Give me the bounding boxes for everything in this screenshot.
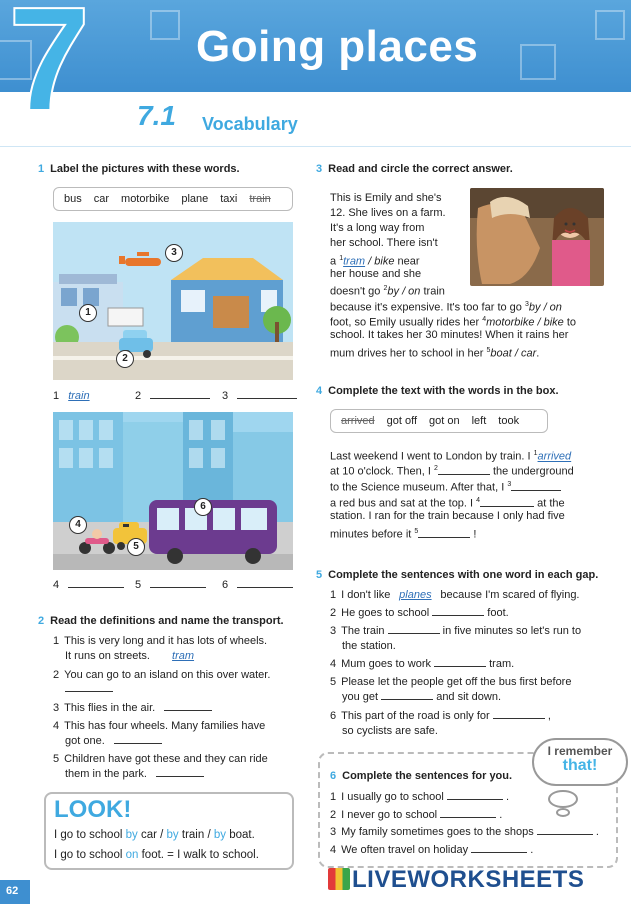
answer-option[interactable]: by / on <box>387 285 421 298</box>
ex3-text-line: her house and she <box>330 268 422 280</box>
item-number: 4 <box>53 720 60 732</box>
ex4-text: a red bus and sat at the top. I <box>330 497 477 510</box>
ex3-text: . <box>536 347 540 360</box>
gap-number: 2 <box>383 285 388 292</box>
section-number: 7.1 <box>137 100 176 131</box>
look-box <box>44 792 294 870</box>
answer-circled[interactable]: tram <box>343 255 366 268</box>
item-text: . <box>527 844 534 856</box>
look-keyword: by <box>213 829 226 841</box>
ex4-title <box>316 384 559 398</box>
item-text: . <box>592 826 599 838</box>
ex4-title-text: Complete the text with the words in the box. <box>328 385 559 397</box>
ex3-text-line: 12. She lives on a farm. <box>330 207 446 219</box>
item-text-line2: so cyclists are safe. <box>342 725 438 737</box>
item-text: You can go to an island on this over water. <box>64 669 271 681</box>
ex6-item-1 <box>330 790 509 804</box>
item-text: It runs on streets. <box>65 650 150 662</box>
item-number: 4 <box>330 658 337 670</box>
gap-number: 5 <box>486 347 491 354</box>
answer-number: 6 <box>222 579 229 591</box>
decor-square <box>150 10 180 40</box>
ex2-item-4 <box>53 719 265 733</box>
ex6-item-3 <box>330 825 599 839</box>
ex1-answer-1 <box>53 389 90 403</box>
ex3-text: foot, so Emily usually rides her <box>330 316 483 329</box>
liveworksheets-logo-icon <box>328 868 350 890</box>
ex3-text: mum drives her to school in her <box>330 347 487 360</box>
ex3-text-line: school. It takes her 30 minutes! When it rains her <box>330 329 569 341</box>
item-text: and sit down. <box>433 691 502 703</box>
ex5-item-1 <box>330 588 580 602</box>
item-number: 2 <box>330 809 337 821</box>
answer-blank[interactable] <box>418 528 470 538</box>
item-number: 6 <box>330 710 337 722</box>
answer-blank[interactable] <box>150 389 210 399</box>
item-number: 3 <box>53 702 60 714</box>
word-motorbike: motorbike <box>121 193 170 205</box>
word-took: took <box>498 415 520 427</box>
ex5-number: 5 <box>316 569 323 581</box>
gap-number: 1 <box>533 450 538 457</box>
ex5-item-6 <box>330 709 551 723</box>
liveworksheets-brand[interactable] <box>328 866 584 894</box>
ex1-number: 1 <box>38 163 45 175</box>
ex2-item-5-line2 <box>65 767 204 781</box>
ex3-text-line: It's a long way from <box>330 222 425 234</box>
look-keyword: by <box>166 829 179 841</box>
ex3-text-line-7 <box>330 282 445 299</box>
answer-blank[interactable] <box>493 709 545 719</box>
answer-blank[interactable] <box>164 701 212 711</box>
item-text: , <box>544 710 551 722</box>
item-text: I usually go to school <box>341 791 447 803</box>
item-text: in five minutes so let's run to <box>439 625 582 637</box>
ex2-item-1 <box>53 634 267 648</box>
answer-blank[interactable] <box>68 578 124 588</box>
ex1-title <box>38 162 240 176</box>
gap-number: 4 <box>482 316 487 323</box>
city-scene-illustration <box>53 412 293 570</box>
ex6-title-text: Complete the sentences for you. <box>342 770 513 782</box>
photo-emily-horse <box>470 188 604 286</box>
answer-blank[interactable] <box>150 578 206 588</box>
answer-blank[interactable] <box>438 465 490 475</box>
callout-1: 1 <box>79 304 97 322</box>
ex4-text: minutes before it <box>330 528 415 541</box>
answer-filled[interactable]: arrived <box>537 450 572 463</box>
ex3-text-line: This is Emily and she's <box>330 192 442 204</box>
gap-number: 4 <box>476 497 481 504</box>
ex2-item-1-line2 <box>65 649 203 663</box>
answer-blank[interactable] <box>471 843 527 853</box>
item-text: This has four wheels. Many families have <box>64 720 266 732</box>
word-bus: bus <box>64 193 82 205</box>
ex1-answer-4 <box>53 578 124 592</box>
look-line-2 <box>54 848 259 862</box>
word-taxi: taxi <box>220 193 238 205</box>
ex2-item-2-blank <box>65 682 113 696</box>
ex4-text: at the <box>534 497 565 510</box>
ex4-line-6 <box>330 525 476 542</box>
answer-blank[interactable] <box>480 497 534 507</box>
ex2-title-text: Read the definitions and name the transport. <box>50 615 284 627</box>
item-text: . <box>496 809 503 821</box>
answer-number: 5 <box>135 579 142 591</box>
ex5-title-text: Complete the sentences with one word in each gap. <box>328 569 599 581</box>
page-title: Going places <box>196 22 479 71</box>
word-got-on: got on <box>429 415 460 427</box>
remember-text: I remember <box>547 744 613 758</box>
ex4-text: ! <box>470 528 477 541</box>
callout-3: 3 <box>165 244 183 262</box>
item-number: 4 <box>330 844 337 856</box>
look-keyword: by <box>125 829 138 841</box>
look-text: car / <box>137 829 167 841</box>
look-text: train / <box>178 829 214 841</box>
answer-filled[interactable]: tram <box>172 650 195 662</box>
ex2-item-3 <box>53 701 212 715</box>
answer-blank[interactable] <box>388 624 440 634</box>
answer-blank[interactable] <box>537 825 593 835</box>
item-number: 1 <box>53 635 60 647</box>
item-text: Please let the people get off the bus first before <box>341 676 572 688</box>
item-text: tram. <box>486 658 515 670</box>
ex3-text: a <box>330 255 340 268</box>
answer-option[interactable]: bike <box>374 255 395 268</box>
item-text: My family sometimes goes to the shops <box>341 826 537 838</box>
ex6-item-2 <box>330 808 502 822</box>
ex3-text: / <box>365 255 375 268</box>
answer-blank[interactable] <box>237 578 293 588</box>
ex1-answer-6 <box>222 578 293 592</box>
item-text: foot. <box>484 607 509 619</box>
item-number: 3 <box>330 625 337 637</box>
ex1-answer-3 <box>222 389 297 403</box>
ex4-text: Last weekend I went to London by train. I <box>330 450 534 463</box>
look-text: foot. = I walk to school. <box>138 849 259 861</box>
item-number: 5 <box>330 676 337 688</box>
item-text-line2: the station. <box>342 640 396 652</box>
item-text: This flies in the air. <box>64 702 156 714</box>
look-title: LOOK! <box>54 796 132 823</box>
ex3-title-text: Read and circle the correct answer. <box>328 163 513 175</box>
ex4-word-box <box>330 409 548 433</box>
look-text: I go to school <box>54 849 126 861</box>
answer-blank[interactable] <box>447 790 503 800</box>
word-left: left <box>471 415 487 427</box>
ex6-number: 6 <box>330 770 337 782</box>
answer-blank[interactable] <box>434 657 486 667</box>
answer-blank[interactable] <box>381 690 433 700</box>
look-keyword: on <box>125 849 139 861</box>
gap-number: 1 <box>339 255 344 262</box>
picture-city-scene <box>53 412 293 570</box>
word-arrived: arrived <box>341 415 375 427</box>
emily-horse-photo <box>470 188 604 286</box>
ex3-text-line-11 <box>330 344 539 361</box>
ex6-title <box>330 769 512 783</box>
ex3-text: train <box>420 285 445 298</box>
item-text: He goes to school <box>341 607 433 619</box>
ex6-item-4 <box>330 843 533 857</box>
gap-number: 3 <box>524 301 529 308</box>
answer-option[interactable]: by / on <box>528 301 562 314</box>
ex3-text: near <box>394 255 420 268</box>
ex3-number: 3 <box>316 163 323 175</box>
item-text: This part of the road is only for <box>341 710 493 722</box>
ex4-line-2 <box>330 462 574 479</box>
item-text: got one. <box>65 735 105 747</box>
ex5-item-4 <box>330 657 514 671</box>
remember-text-accent: that! <box>562 757 598 774</box>
ex5-item-5 <box>330 675 571 689</box>
answer-blank[interactable] <box>511 481 561 491</box>
item-text: The train <box>341 625 388 637</box>
ex3-text: to <box>563 316 577 329</box>
answer-filled[interactable]: planes <box>399 589 432 601</box>
ex2-item-5 <box>53 752 268 766</box>
unit-number: 7 <box>8 0 91 142</box>
ex5-item-3 <box>330 624 581 638</box>
answer-number: 1 <box>53 390 60 402</box>
ex2-number: 2 <box>38 615 45 627</box>
gap-number: 2 <box>434 465 438 472</box>
item-text: This is very long and it has lots of wheels. <box>64 635 268 647</box>
thought-bubble <box>548 790 578 808</box>
answer-filled[interactable]: train <box>68 390 90 402</box>
item-number: 2 <box>330 607 337 619</box>
item-number: 2 <box>53 669 60 681</box>
item-number: 5 <box>53 753 60 765</box>
gap-number: 3 <box>507 481 512 488</box>
ex1-answer-2 <box>135 389 210 403</box>
answer-number: 3 <box>222 390 229 402</box>
answer-blank[interactable] <box>156 767 204 777</box>
word-train: train <box>249 193 271 205</box>
page-header <box>0 0 631 142</box>
ex1-word-box <box>53 187 293 211</box>
ex5-item-2 <box>330 606 509 620</box>
ex3-text: because it's expensive. It's too far to go <box>330 301 525 314</box>
ex3-text-line: her school. There isn't <box>330 237 438 249</box>
callout-6: 6 <box>194 498 212 516</box>
callout-5: 5 <box>127 538 145 556</box>
word-plane: plane <box>181 193 209 205</box>
item-text: . <box>502 791 510 803</box>
item-text: you get <box>342 691 382 703</box>
item-text: I never go to school <box>341 809 441 821</box>
answer-blank[interactable] <box>65 682 113 692</box>
remember-cloud <box>532 738 628 786</box>
answer-number: 2 <box>135 390 142 402</box>
item-text: because I'm scared of flying. <box>437 589 580 601</box>
decor-square <box>595 10 625 40</box>
item-number: 1 <box>330 791 337 803</box>
ex5-title <box>316 568 598 582</box>
word-got-off: got off <box>386 415 418 427</box>
item-number: 1 <box>330 589 337 601</box>
ex3-title <box>316 162 513 176</box>
answer-blank[interactable] <box>114 734 162 744</box>
item-text: Mum goes to work <box>341 658 435 670</box>
ex1-title-text: Label the pictures with these words. <box>50 163 240 175</box>
picture-street-scene <box>53 222 293 380</box>
ex4-text: the underground <box>489 465 574 478</box>
ex2-title <box>38 614 284 628</box>
item-text: Children have got these and they can ride <box>64 753 268 765</box>
gap-number: 5 <box>414 528 419 535</box>
item-number: 3 <box>330 826 337 838</box>
decor-square <box>520 44 556 80</box>
item-text: We often travel on holiday <box>341 844 472 856</box>
ex4-number: 4 <box>316 385 323 397</box>
ex4-line-5: station. I ran for the train because I only had five <box>330 510 565 522</box>
item-text: I don't like <box>341 589 394 601</box>
ex2-item-2 <box>53 668 270 682</box>
answer-blank[interactable] <box>432 606 484 616</box>
callout-2: 2 <box>116 350 134 368</box>
ex1-answer-5 <box>135 578 206 592</box>
section-name: Vocabulary <box>202 114 298 134</box>
ex4-line-3 <box>330 478 561 495</box>
item-text: them in the park. <box>65 768 147 780</box>
answer-number: 4 <box>53 579 60 591</box>
answer-option[interactable]: motorbike / bike <box>486 316 564 329</box>
look-text: boat. <box>226 829 255 841</box>
page-number: 62 <box>0 880 30 904</box>
look-text: I go to school <box>54 829 126 841</box>
answer-blank[interactable] <box>440 808 496 818</box>
thought-bubble <box>556 808 570 817</box>
ex4-text: to the Science museum. After that, I <box>330 481 508 494</box>
look-line-1 <box>54 828 255 842</box>
ex2-item-4-line2 <box>65 734 162 748</box>
header-divider <box>0 146 631 147</box>
answer-blank[interactable] <box>237 389 297 399</box>
ex4-text: at 10 o'clock. Then, I <box>330 465 435 478</box>
brand-text: LIVEWORKSHEETS <box>352 866 585 893</box>
callout-4: 4 <box>69 516 87 534</box>
ex3-text: doesn't go <box>330 285 384 298</box>
answer-option[interactable]: boat / car <box>490 347 537 360</box>
word-car: car <box>93 193 110 205</box>
ex5-item-5-line2 <box>342 690 501 704</box>
